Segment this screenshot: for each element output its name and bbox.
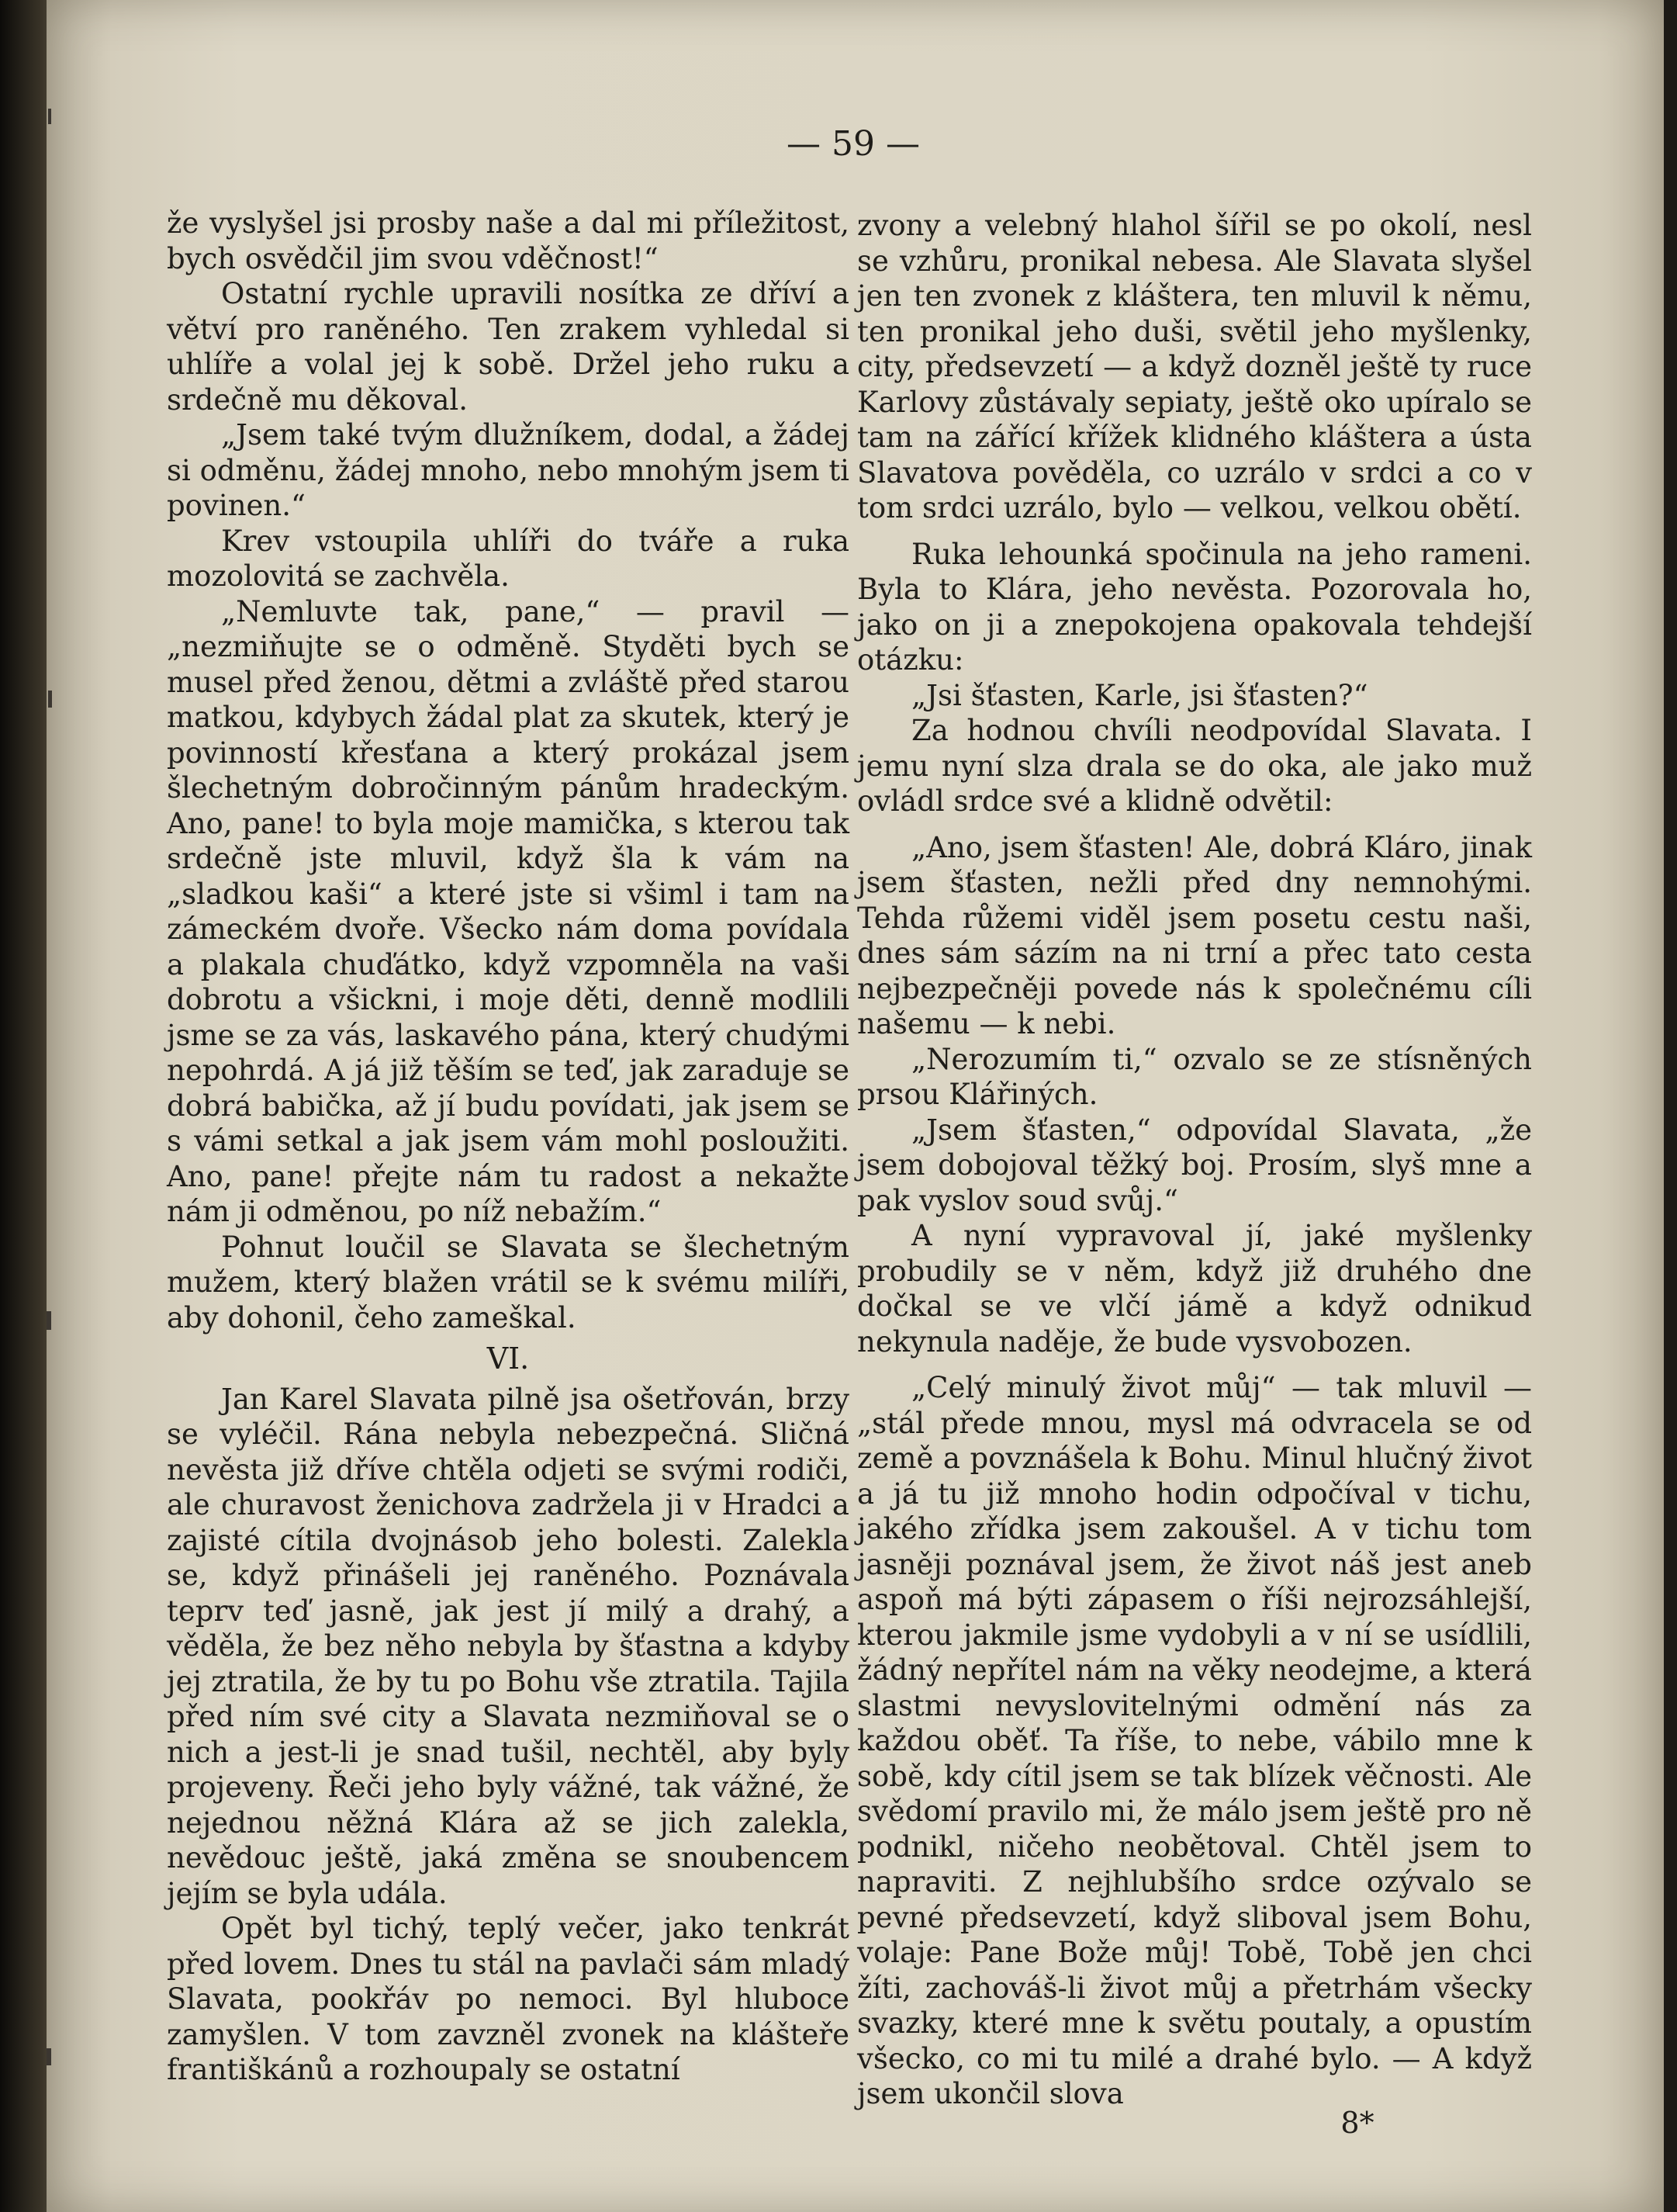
right-text-column: [857, 208, 1532, 2112]
left-text-column: [167, 206, 849, 2088]
paragraph: Krev vstoupila uhlíři do tváře a ruka mozolovitá se zachvěla.: [167, 524, 849, 593]
paragraph: „Ano, jsem šťasten! Ale, dobrá Kláro, jinak jsem šťasten, nežli před dny nemnohými. Tehda růžemi viděl jsem posetu cestu naši, dnes sám sázím na ni trní a přec tato cesta nejbezpečněji povede nás k společnému cíli našemu — k nebi.: [857, 830, 1532, 1040]
binding-thread-mark: [48, 109, 51, 124]
binding-thread-mark: [47, 2048, 51, 2065]
paragraph: „Jsem také tvým dlužníkem, dodal, a žádej si odměnu, žádej mnoho, nebo mnohým jsem ti povinen.“: [167, 418, 850, 522]
paragraph: Ostatní rychle upravili nosítka ze dříví a větví pro raněného. Ten zrakem vyhledal si uhlíře a volal jej k sobě. Držel jeho ruku a srdečně mu děkoval.: [167, 277, 849, 417]
binding-thread-mark: [48, 691, 52, 708]
paragraph: A nyní vypravoval jí, jaké myšlenky probudily se v něm, když již druhého dne dočkal se ve vlčí jámě a když odnikud nekynula naděje, že bude vysvobozen.: [857, 1219, 1532, 1359]
paragraph: že vyslyšel jsi prosby naše a dal mi příležitost, bych osvědčil jim svou vděčnost!“: [167, 206, 849, 275]
paragraph: Opět byl tichý, teplý večer, jako tenkrát před lovem. Dnes tu stál na pavlači sám mladý Slavata, pookřáv po nemoci. Byl hluboce zamyšlen. V tom zavzněl zvonek na klášteře františkánů a rozhoupaly se ostatní: [167, 1912, 849, 2086]
paragraph: „Celý minulý život můj“ — tak mluvil — „stál přede mnou, mysl má odvracela se od země a povznášela k Bohu. Minul hlučný život a já tu již mnoho hodin odpočíval v tichu, jakého zřídka jsem zakoušel. A v tichu tom jasněji poznával jsem, že život náš jest aneb aspoň má býti zápasem o říši nejrozsáhlejší, kterou jakmile jsme vydobyli a v ní se usídlili, žádný nepřítel nám na věky neodejme, a která slastmi nevyslovitelnými odmění nás za každou oběť. Ta říše, to nebe, vábilo mne k sobě, kdy cítil jsem se tak blízek věčnosti. Ale svědomí pravilo mi, že málo jsem ještě pro ně podnikl, ničeho neobětoval. Chtěl jsem to napraviti. Z nejhlubšího srdce ozývalo se pevné předsevzetí, když sliboval jsem Bohu, volaje: Pane Bože můj! Tobě, Tobě jen chci žíti, zachováš-li život můj a přetrhám všecky svazky, které mne k světu poutaly, a opustím všecko, co mi tu milé a drahé bylo. — A když jsem ukončil slova: [857, 1371, 1532, 2110]
paragraph: Za hodnou chvíli neodpovídal Slavata. I jemu nyní slza drala se do oka, ale jako muž ovládl srdce své a klidně odvětil:: [857, 714, 1532, 818]
paragraph: Jan Karel Slavata pilně jsa ošetřován, brzy se vyléčil. Rána nebyla nebezpečná. Sličná nevěsta již dříve chtěla odjeti se svými rodiči, ale churavost ženichova zadržela ji v Hradci a zajisté cítila dvojnásob jeho bolesti. Zalekla se, když přinášeli jej raněného. Poznávala teprv teď jasně, jak jest jí milý a drahý, a věděla, že bez něho nebyla by šťastna a kdyby jej ztratila, že by tu po Bohu vše ztratila. Tajila před ním své city a Slavata nezmiňoval se o nich a jest-li je snad tušil, nechtěl, aby byly projeveny. Řeči jeho byly vážné, tak vážné, že nejednou něžná Klára až se jich zalekla, nevědouc ještě, jaká změna se snoubencem jejím se byla udála.: [167, 1382, 849, 1910]
paragraph: Pohnut loučil se Slavata se šlechetným mužem, který blažen vrátil se k svému milíři, aby dohonil, čeho zameškal.: [167, 1230, 849, 1334]
paragraph: „Jsi šťasten, Karle, jsi šťasten?“: [911, 678, 1368, 712]
binding-thread-mark: [47, 1311, 51, 1330]
paragraph: „Nerozumím ti,“ ozvalo se ze stísněných prsou Klářiných.: [857, 1042, 1532, 1111]
paragraph: „Nemluvte tak, pane,“ — pravil — „nezmiňujte se o odměně. Styděti bych se musel před ženou, dětmi a zvláště před starou matkou, kdybych žádal plat za skutek, který je povinností křesťana a který prokázal jsem šlechetným dobročinným pánům hradeckým. Ano, pane! to byla moje mamička, s kterou tak srdečně jste mluvil, když šla k vám na „sladkou kaši“ a které jste si všiml i tam na zámeckém dvoře. Všecko nám doma povídala a plakala chuďátko, když vzpomněla na vaši dobrotu a všickni, i moje děti, denně modlili jsme se za vás, laskavého pána, který chudými nepohrdá. A já již těším se teď, jak zaraduje se dobrá babička, až jí budu povídati, jak jsem se s vámi setkal a jak jsem vám mohl posloužiti. Ano, pane! přejte nám tu radost a nekažte nám ji odměnou, po níž nebažím.“: [167, 594, 849, 1228]
page-number: — 59 —: [787, 124, 920, 164]
paragraph: zvony a velebný hlahol šířil se po okolí, nesl se vzhůru, pronikal nebesa. Ale Slavata slyšel jen ten zvonek z kláštera, ten mluvil k němu, ten pronikal jeho duši, světil jeho myšlenky, city, předsevzetí — a když dozněl ještě ty ruce Karlovy zůstávaly sepiaty, ještě oko upíralo se tam na zářící křížek klidného kláštera a ústa Slavatova pověděla, co uzrálo v srdci a co v tom srdci uzrálo, bylo — velkou, velkou obětí.: [857, 209, 1532, 524]
paragraph: „Jsem šťasten,“ odpovídal Slavata, „že jsem dobojoval těžký boj. Prosím, slyš mne a pak vyslov soud svůj.“: [857, 1113, 1532, 1217]
chapter-heading: VI.: [486, 1341, 530, 1376]
paragraph: Ruka lehounká spočinula na jeho rameni. Byla to Klára, jeho nevěsta. Pozorovala ho, jako on ji a znepokojena opakovala tehdejší otázku:: [857, 537, 1532, 677]
printer-signature-mark: 8*: [1340, 2106, 1374, 2140]
